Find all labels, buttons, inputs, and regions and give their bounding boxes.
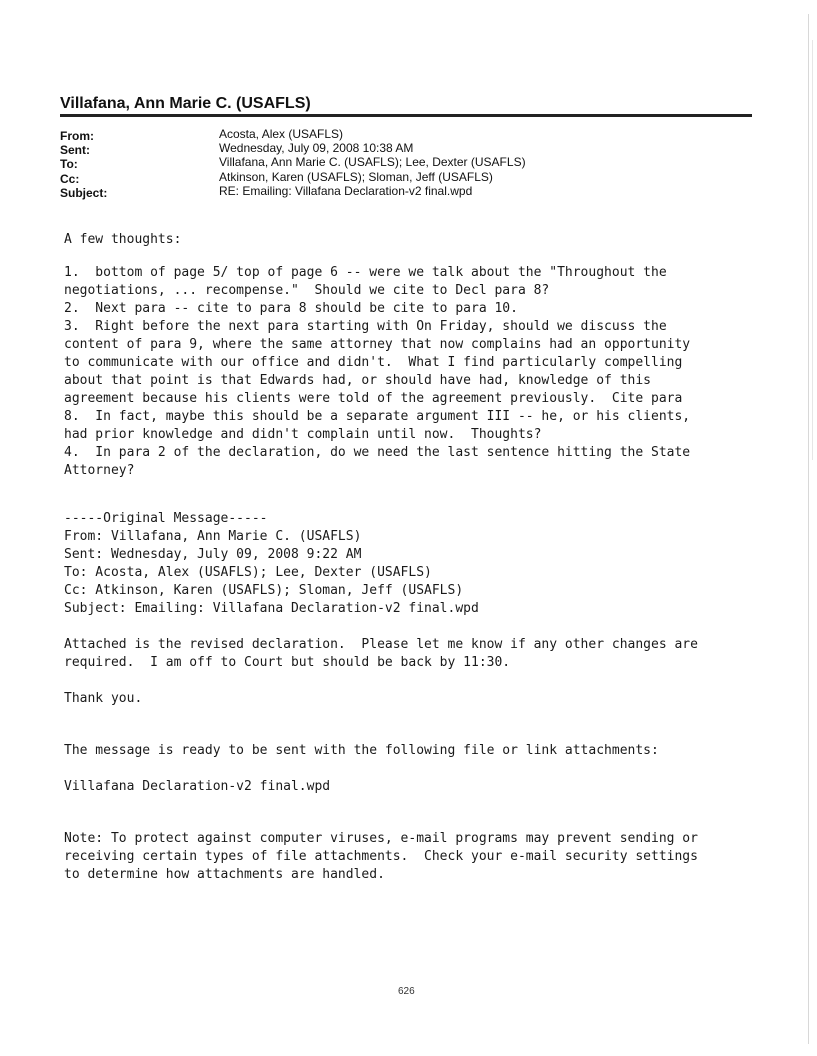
from-value: Acosta, Alex (USAFLS) bbox=[219, 127, 344, 141]
original-body-line: Attached is the revised declaration. Please let me know if any other changes are bbox=[64, 637, 698, 652]
thank-you-line: Thank you. bbox=[64, 691, 143, 706]
original-message-line: Cc: Atkinson, Karen (USAFLS); Sloman, Jeff (USAFLS) bbox=[64, 583, 464, 598]
original-message-line: From: Villafana, Ann Marie C. (USAFLS) bbox=[64, 529, 362, 544]
body-line: content of para 9, where the same attorney that now complains had an opportunity bbox=[64, 337, 691, 352]
body-line: 4. In para 2 of the declaration, do we need the last sentence hitting the State bbox=[64, 445, 691, 460]
body-line: to communicate with our office and didn't. What I find particularly compelling bbox=[64, 355, 683, 370]
from-label: From: bbox=[60, 129, 94, 143]
body-line: agreement because his clients were told of the agreement previously. Cite para bbox=[64, 391, 683, 406]
scan-edge-line bbox=[812, 40, 813, 460]
virus-note-line: receiving certain types of file attachments. Check your e-mail security settings bbox=[64, 849, 698, 864]
attachment-notice: The message is ready to be sent with the following file or link attachments: bbox=[64, 743, 659, 758]
sent-value: Wednesday, July 09, 2008 10:38 AM bbox=[219, 141, 414, 155]
original-message-line: Subject: Emailing: Villafana Declaration-v2 final.wpd bbox=[64, 601, 479, 616]
mailbox-owner-title: Villafana, Ann Marie C. (USAFLS) bbox=[60, 95, 311, 112]
body-line: 2. Next para -- cite to para 8 should be cite to para 10. bbox=[64, 301, 518, 316]
body-line: Attorney? bbox=[64, 463, 135, 478]
cc-value: Atkinson, Karen (USAFLS); Sloman, Jeff (USAFLS) bbox=[219, 170, 493, 184]
body-line: negotiations, ... recompense." Should we cite to Decl para 8? bbox=[64, 283, 550, 298]
original-message-line: Sent: Wednesday, July 09, 2008 9:22 AM bbox=[64, 547, 362, 562]
body-line: 3. Right before the next para starting with On Friday, should we discuss the bbox=[64, 319, 667, 334]
body-line: had prior knowledge and didn't complain until now. Thoughts? bbox=[64, 427, 542, 442]
cc-label: Cc: bbox=[60, 172, 80, 186]
subject-value: RE: Emailing: Villafana Declaration-v2 final.wpd bbox=[219, 184, 473, 198]
body-line: 8. In fact, maybe this should be a separate argument III -- he, or his clients, bbox=[64, 409, 691, 424]
title-divider bbox=[60, 114, 752, 117]
body-line: about that point is that Edwards had, or should have had, knowledge of this bbox=[64, 373, 651, 388]
original-body-line: required. I am off to Court but should be back by 11:30. bbox=[64, 655, 511, 670]
to-value: Villafana, Ann Marie C. (USAFLS); Lee, Dexter (USAFLS) bbox=[219, 155, 526, 169]
page-number: 626 bbox=[398, 986, 415, 997]
to-label: To: bbox=[60, 157, 78, 171]
virus-note-line: to determine how attachments are handled. bbox=[64, 867, 385, 882]
attachment-filename: Villafana Declaration-v2 final.wpd bbox=[64, 779, 331, 794]
scan-edge-line bbox=[808, 14, 809, 1044]
subject-label: Subject: bbox=[60, 186, 108, 200]
virus-note-line: Note: To protect against computer viruses, e-mail programs may prevent sending or bbox=[64, 831, 698, 846]
body-line: 1. bottom of page 5/ top of page 6 -- were we talk about the "Throughout the bbox=[64, 265, 667, 280]
original-message-line: To: Acosta, Alex (USAFLS); Lee, Dexter (USAFLS) bbox=[64, 565, 432, 580]
body-greeting: A few thoughts: bbox=[64, 232, 182, 247]
sent-label: Sent: bbox=[60, 143, 90, 157]
original-message-line: -----Original Message----- bbox=[64, 511, 268, 526]
